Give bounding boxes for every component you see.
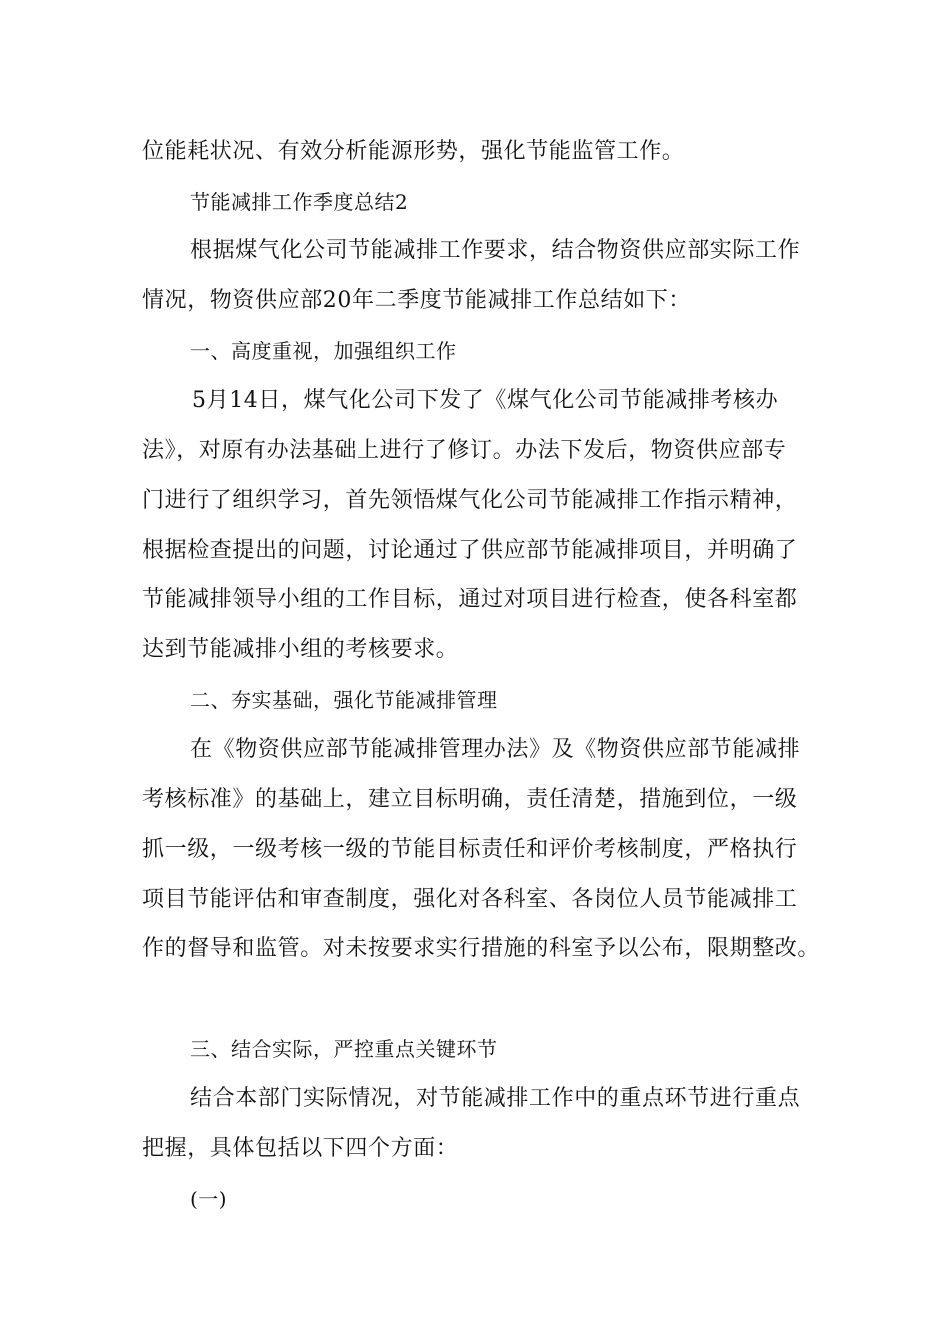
paragraph-line: 把握，具体包括以下四个方面： bbox=[142, 1136, 459, 1161]
paragraph-line: 法》，对原有办法基础上进行了修订。办法下发后，物资供应部专 bbox=[142, 438, 787, 463]
paragraph-line: 考核标准》的基础上，建立目标明确，责任清楚，措施到位，一级 bbox=[142, 787, 798, 812]
paragraph-line: 门进行了组织学习，首先领悟煤气化公司节能减排工作指示精神， bbox=[142, 488, 798, 513]
paragraph-line: 项目节能评估和审查制度，强化对各科室、各岗位人员节能减排工 bbox=[142, 887, 798, 912]
paragraph-line: 作的督导和监管。对未按要求实行措施的科室予以公布，限期整改。 bbox=[142, 936, 821, 961]
paragraph-line: 位能耗状况、有效分析能源形势，强化节能监管工作。 bbox=[142, 139, 685, 164]
heading-3: 三、结合实际，严控重点关键环节 bbox=[190, 1037, 498, 1061]
paragraph-line: 5月14日，煤气化公司下发了《煤气化公司节能减排考核办 bbox=[192, 388, 779, 413]
paragraph-line: 结合本部门实际情况，对节能减排工作中的重点环节进行重点 bbox=[190, 1086, 801, 1111]
paragraph-line: 节能减排领导小组的工作目标，通过对项目进行检查，使各科室都 bbox=[142, 587, 798, 612]
paragraph-line: 达到节能减排小组的考核要求。 bbox=[142, 637, 459, 662]
paragraph-line: 情况，物资供应部20年二季度节能减排工作总结如下： bbox=[142, 288, 691, 313]
section-title: 节能减排工作季度总结2 bbox=[190, 190, 409, 214]
heading-1: 一、高度重视，加强组织工作 bbox=[190, 339, 457, 363]
paragraph-line: 抓一级，一级考核一级的节能目标责任和评价考核制度，严格执行 bbox=[142, 837, 798, 862]
paragraph-line: 在《物资供应部节能减排管理办法》及《物资供应部节能减排 bbox=[190, 737, 801, 762]
paragraph-line: 根据煤气化公司节能减排工作要求，结合物资供应部实际工作 bbox=[190, 238, 801, 263]
paragraph-line: 根据检查提出的问题，讨论通过了供应部节能减排项目，并明确了 bbox=[142, 538, 798, 563]
list-marker: (一) bbox=[190, 1187, 228, 1211]
heading-2: 二、夯实基础，强化节能减排管理 bbox=[190, 688, 498, 712]
